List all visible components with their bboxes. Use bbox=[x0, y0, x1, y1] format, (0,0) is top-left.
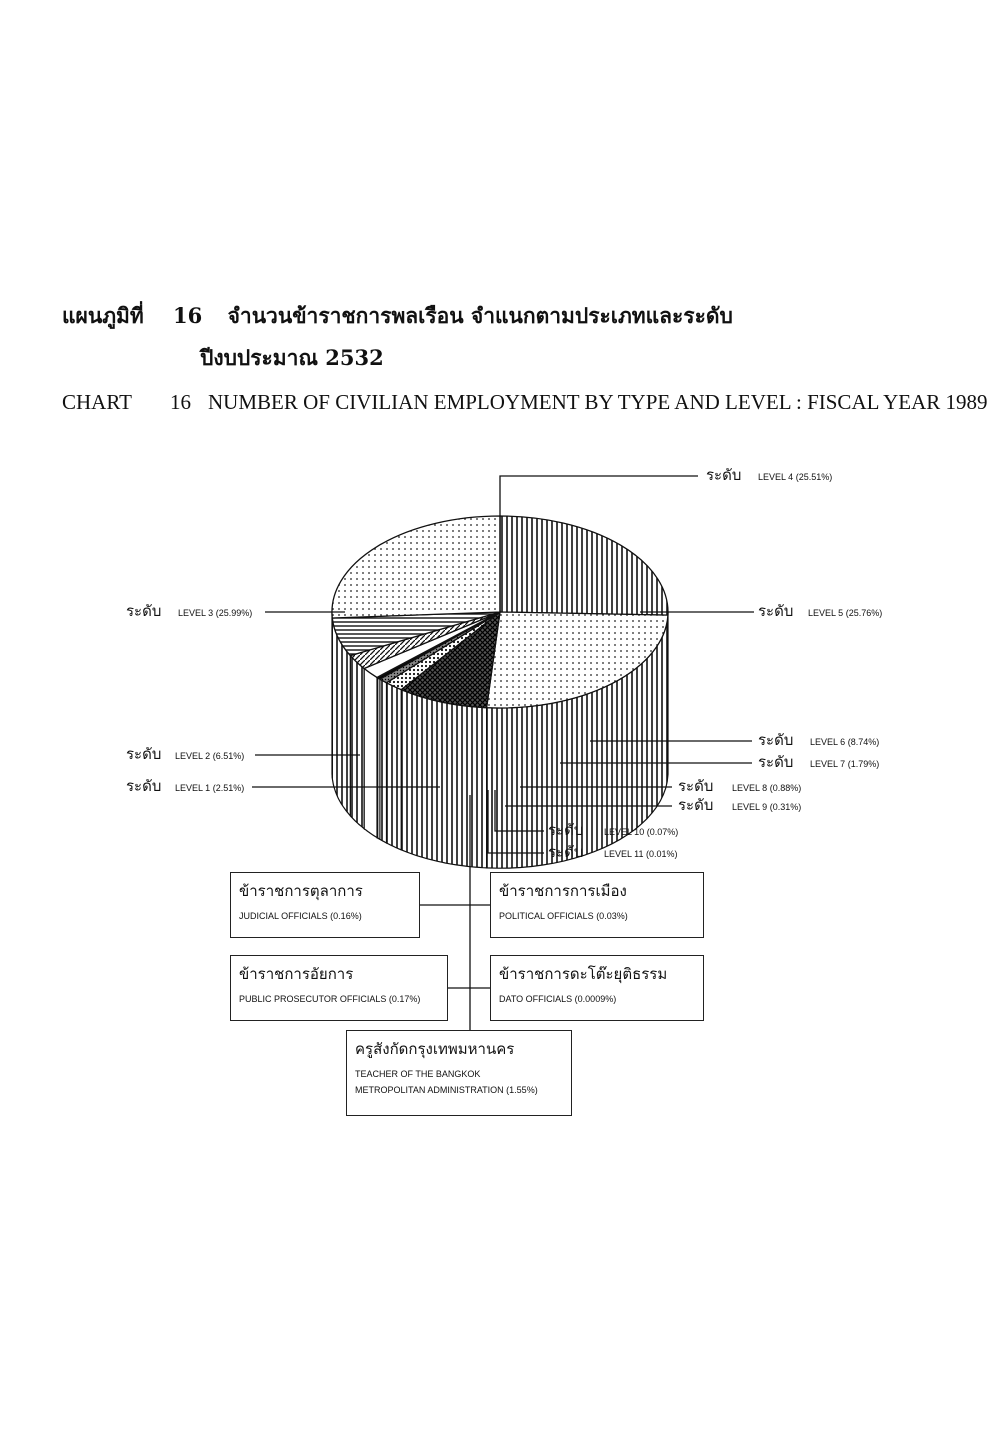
level-4-label: LEVEL 4 (25.51%) bbox=[758, 472, 833, 482]
level-5-label: LEVEL 5 (25.76%) bbox=[808, 608, 883, 618]
level-8-label: LEVEL 8 (0.88%) bbox=[732, 783, 802, 793]
level-7-label: LEVEL 7 (1.79%) bbox=[810, 759, 880, 769]
level-2-prefix: ระดับ bbox=[126, 745, 162, 763]
dato-thai: ข้าราชการดะโต๊ะยุติธรรม bbox=[499, 965, 668, 983]
pie-slice-level-4 bbox=[500, 516, 668, 615]
level-3-label: LEVEL 3 (25.99%) bbox=[178, 608, 253, 618]
level-4-prefix: ระดับ bbox=[706, 466, 742, 484]
teacher-english-2: METROPOLITAN ADMINISTRATION (1.55%) bbox=[355, 1085, 538, 1095]
pie-side-level-1 bbox=[350, 656, 364, 829]
level-6-prefix: ระดับ bbox=[758, 731, 794, 749]
level-1-prefix: ระดับ bbox=[126, 777, 162, 795]
prosecutor-thai: ข้าราชการอัยการ bbox=[239, 965, 354, 983]
judicial-thai: ข้าราชการตุลาการ bbox=[239, 882, 363, 900]
teacher-english: TEACHER OF THE BANGKOK bbox=[355, 1069, 481, 1079]
box-dato bbox=[490, 955, 704, 1021]
level-7-prefix: ระดับ bbox=[758, 753, 794, 771]
level-3-prefix: ระดับ bbox=[126, 602, 162, 620]
english-title-text: NUMBER OF CIVILIAN EMPLOYMENT BY TYPE AND LEVEL : FISCAL YEAR 1989 bbox=[208, 390, 988, 414]
political-thai: ข้าราชการการเมือง bbox=[499, 882, 627, 900]
pie-side-level-8 bbox=[380, 679, 387, 843]
thai-title-prefix: แผนภูมิที่ bbox=[62, 303, 144, 328]
level-9-label: LEVEL 9 (0.31%) bbox=[732, 802, 802, 812]
level-11-prefix: ระดับ bbox=[548, 843, 584, 861]
level-10-label: LEVEL 10 (0.07%) bbox=[604, 827, 679, 837]
dato-english: DATO OFFICIALS (0.0009%) bbox=[499, 994, 617, 1004]
level-1-label: LEVEL 1 (2.51%) bbox=[175, 783, 245, 793]
political-english: POLITICAL OFFICIALS (0.03%) bbox=[499, 911, 628, 921]
english-title-number: 16 bbox=[170, 390, 191, 414]
english-title-label: CHART bbox=[62, 390, 132, 414]
thai-title-text: จำนวนข้าราชการพลเรือน จำแนกตามประเภทและระดับ bbox=[227, 303, 733, 328]
level-10-prefix: ระดับ bbox=[548, 821, 584, 839]
box-judicial bbox=[230, 872, 420, 938]
judicial-english: JUDICIAL OFFICIALS (0.16%) bbox=[239, 911, 362, 921]
box-political bbox=[490, 872, 704, 938]
prosecutor-english: PUBLIC PROSECUTOR OFFICIALS (0.17%) bbox=[239, 994, 421, 1004]
level-11-label: LEVEL 11 (0.01%) bbox=[604, 849, 678, 859]
level-2-label: LEVEL 2 (6.51%) bbox=[175, 751, 245, 761]
thai-title-line2: ปีงบประมาณ 2532 bbox=[200, 345, 384, 370]
level-6-label: LEVEL 6 (8.74%) bbox=[810, 737, 880, 747]
pie-side-other-types bbox=[364, 669, 377, 838]
level-5-prefix: ระดับ bbox=[758, 602, 794, 620]
pie-slice-level-3 bbox=[332, 516, 500, 618]
box-bma-teacher bbox=[346, 1030, 572, 1116]
pie-side-level-7 bbox=[387, 683, 402, 850]
box-public-prosecutor bbox=[230, 955, 448, 1021]
level-9-prefix: ระดับ bbox=[678, 796, 714, 814]
pie-side-level-6 bbox=[401, 690, 486, 868]
level-8-prefix: ระดับ bbox=[678, 777, 714, 795]
teacher-thai: ครูสังกัดกรุงเทพมหานคร bbox=[355, 1040, 515, 1058]
thai-title-number: 16 bbox=[173, 303, 203, 328]
